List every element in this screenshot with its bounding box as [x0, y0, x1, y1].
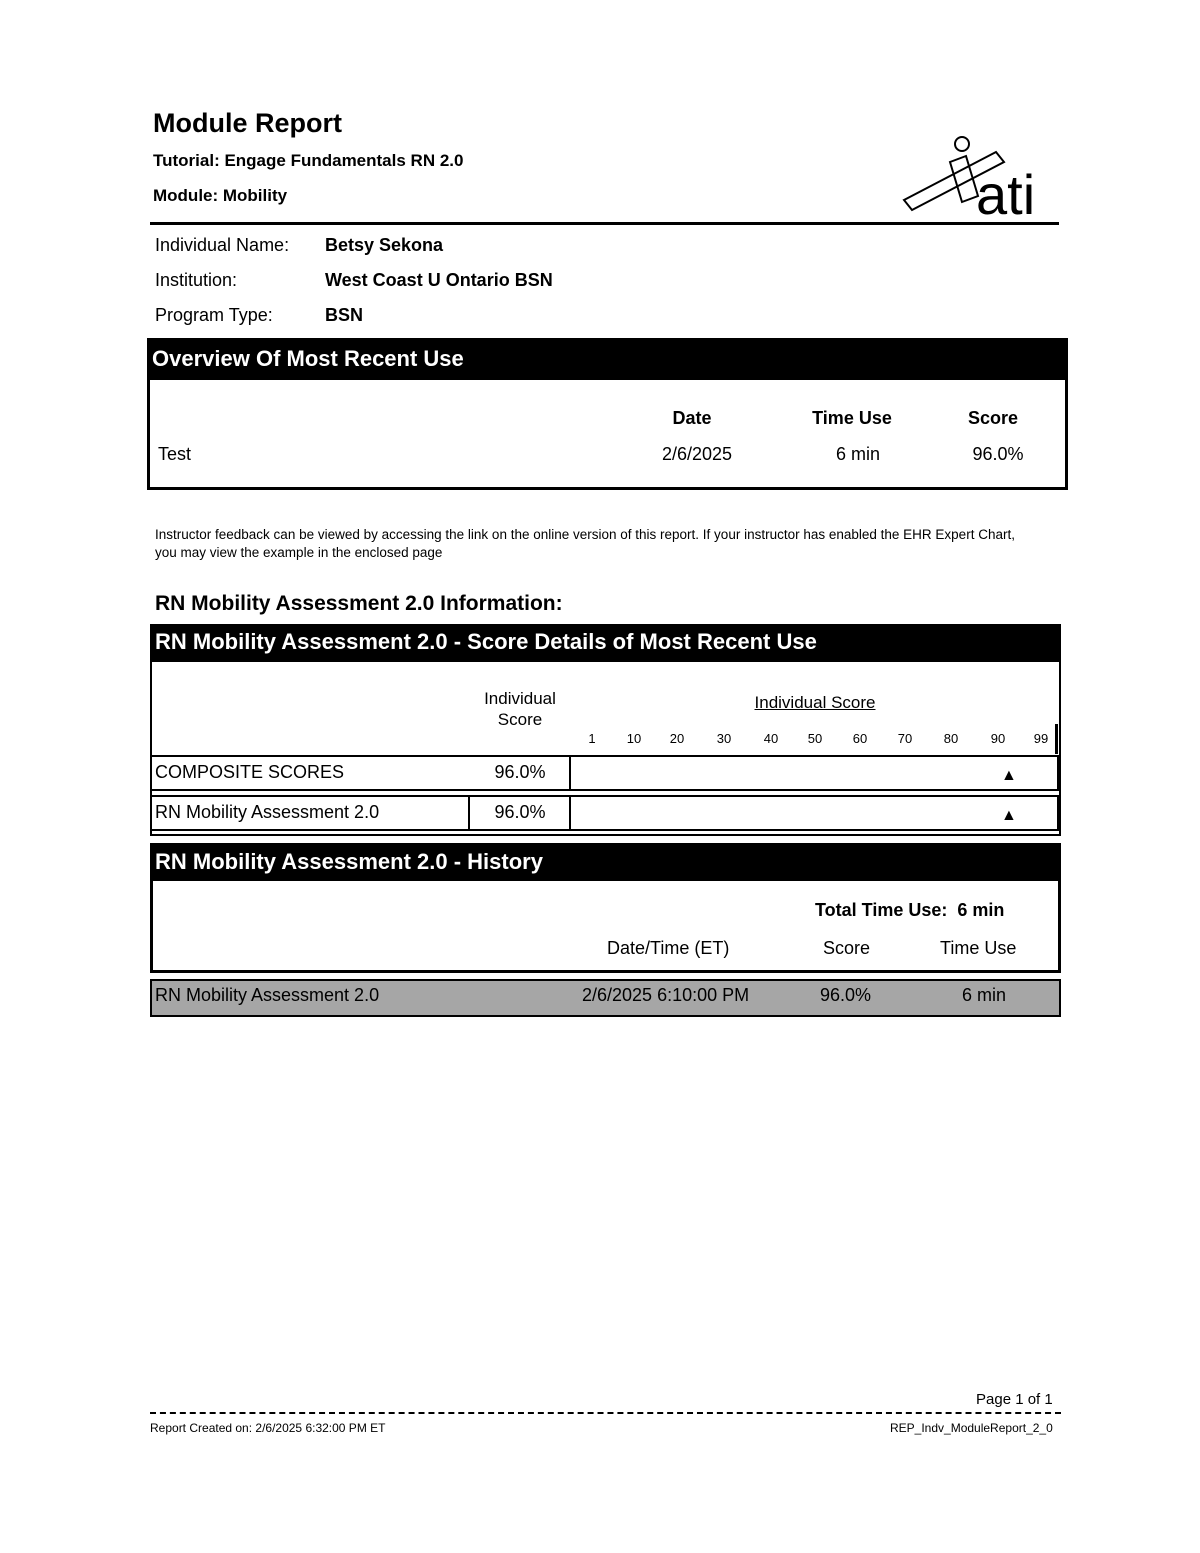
overview-row-time: 6 min: [835, 444, 880, 464]
total-time-use: [815, 900, 1004, 921]
scale-tick: 70: [897, 731, 913, 746]
scale-tick: 80: [943, 731, 959, 746]
info-value-institution: West Coast U Ontario BSN: [325, 270, 553, 290]
history-row-label: RN Mobility Assessment 2.0: [155, 985, 380, 1005]
info-label-name: Individual Name:: [155, 235, 290, 255]
tutorial-line: Tutorial: Engage Fundamentals RN 2.0: [153, 151, 464, 170]
individual-score-header: [470, 688, 570, 730]
overview-title: Overview Of Most Recent Use: [147, 338, 1068, 380]
total-time-value: 6 min: [957, 900, 1005, 920]
scale-tick: 10: [626, 731, 642, 746]
module-line: Module: Mobility: [153, 186, 288, 205]
score-marker-icon: ▲: [1001, 807, 1017, 824]
score-row-assessment-label: RN Mobility Assessment 2.0: [155, 802, 380, 822]
instructor-feedback-note: Instructor feedback can be viewed by accessing the link on the online version of this report. If your instructor has enabled the EHR Expert Chart, you may view the example in the enclosed page: [155, 527, 1015, 560]
total-time-label: Total Time Use:: [815, 900, 948, 920]
overview-row-label: Test: [158, 444, 192, 464]
overview-row-date: 2/6/2025: [661, 444, 733, 464]
history-row-time: 6 min: [962, 985, 1007, 1005]
header-rule: [150, 222, 1059, 225]
score-details-title: RN Mobility Assessment 2.0 - Score Details of Most Recent Use: [150, 624, 1061, 662]
history-title: RN Mobility Assessment 2.0 - History: [150, 843, 1061, 881]
score-row-composite-label: COMPOSITE SCORES: [155, 762, 345, 782]
ati-logo-text: ati: [976, 163, 1036, 220]
ati-logo: [900, 132, 1060, 220]
scale-tick: 99: [1033, 731, 1049, 746]
info-value-name: Betsy Sekona: [325, 235, 444, 255]
footer-divider: [150, 1412, 1061, 1414]
info-value-program: BSN: [325, 305, 364, 325]
overview-header-date: Date: [672, 408, 712, 428]
overview-header-time: Time Use: [812, 408, 892, 428]
scale-tick: 90: [990, 731, 1006, 746]
score-marker-icon: ▲: [1001, 767, 1017, 784]
report-created: Report Created on: 2/6/2025 6:32:00 PM ET: [150, 1421, 386, 1435]
scale-end-bar: [1055, 724, 1058, 754]
overview-row-score: 96.0%: [972, 444, 1024, 464]
history-header-datetime: Date/Time (ET): [607, 938, 730, 958]
scale-tick: 50: [807, 731, 823, 746]
individual-score-header-line1: Individual: [484, 689, 556, 708]
page-number: Page 1 of 1: [976, 1391, 1053, 1408]
overview-header-score: Score: [967, 408, 1019, 428]
scale-tick: 1: [588, 731, 596, 746]
scale-tick: 40: [763, 731, 779, 746]
score-row-assessment-value: 96.0%: [494, 802, 546, 822]
score-row-composite-value: 96.0%: [494, 762, 546, 782]
info-label-program: Program Type:: [155, 305, 273, 325]
scale-tick: 60: [852, 731, 868, 746]
history-row-score: 96.0%: [820, 985, 872, 1005]
history-row-datetime: 2/6/2025 6:10:00 PM: [582, 985, 750, 1005]
individual-score-header-line2: Score: [497, 710, 543, 729]
history-header-score: Score: [823, 938, 871, 958]
history-header-time: Time Use: [940, 938, 1017, 958]
section-heading: RN Mobility Assessment 2.0 Information:: [155, 592, 563, 615]
info-label-institution: Institution:: [155, 270, 238, 290]
individual-score-scale-title: Individual Score: [754, 693, 876, 712]
page-title: Module Report: [153, 108, 342, 138]
report-id: REP_Indv_ModuleReport_2_0: [890, 1421, 1053, 1435]
scale-tick: 20: [669, 731, 685, 746]
scale-tick: 30: [716, 731, 732, 746]
